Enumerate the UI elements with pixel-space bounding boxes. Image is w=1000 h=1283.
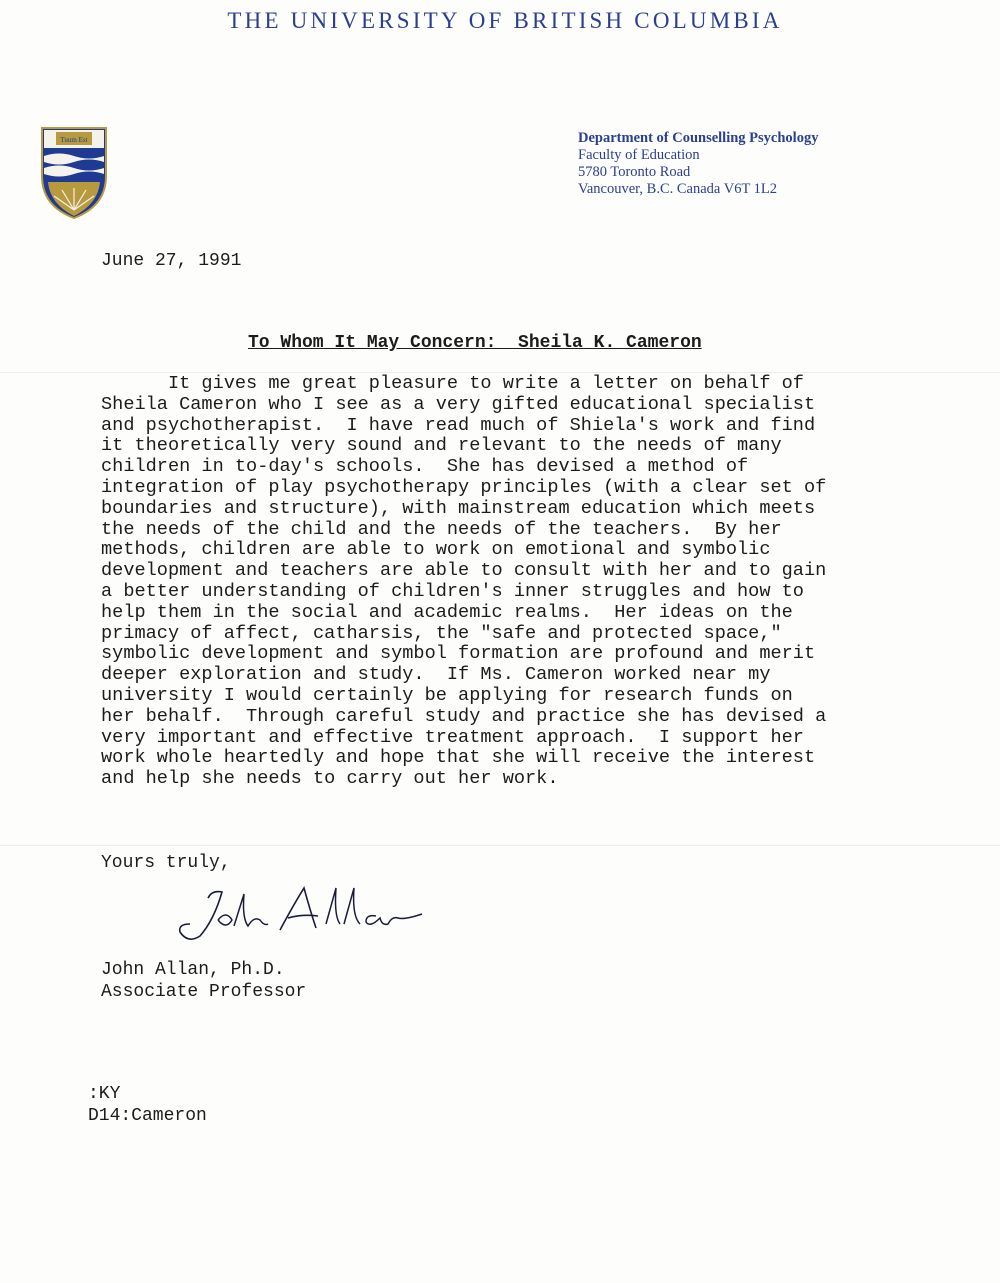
letter-subject: To Whom It May Concern: Sheila K. Cameron — [248, 333, 702, 353]
body-line: a better understanding of children's inner struggles and how to — [101, 580, 804, 602]
letter-closing: Yours truly, — [101, 853, 231, 873]
letter-date: June 27, 1991 — [101, 251, 242, 271]
body-line: children in to-day's schools. She has devised a method of — [101, 456, 749, 478]
crest-motto: Tuum Est — [60, 136, 88, 144]
body-line: It gives me great pleasure to write a letter on behalf of — [101, 373, 804, 394]
reference-block — [88, 1083, 207, 1127]
city-address: Vancouver, B.C. Canada V6T 1L2 — [578, 181, 778, 197]
ubc-crest-icon — [38, 124, 110, 220]
body-line: the needs of the child and the needs of the teachers. By her — [101, 518, 782, 540]
letter-body — [101, 374, 961, 790]
body-line: integration of play psychotherapy principles (with a clear set of — [101, 476, 827, 498]
body-line: methods, children are able to work on emotional and symbolic — [101, 539, 771, 561]
university-name: THE UNIVERSITY OF BRITISH COLUMBIA — [227, 8, 783, 33]
body-line: Sheila Cameron who I see as a very gifted educational specialist — [101, 393, 816, 415]
department-name: Department of Counselling Psychology — [578, 130, 819, 146]
body-line: and psychotherapist. I have read much of Shiela's work and find — [101, 414, 816, 436]
body-line: it theoretically very sound and relevant to the needs of many — [101, 435, 782, 457]
signer-title: Associate Professor — [101, 982, 307, 1002]
faculty-name: Faculty of Education — [578, 147, 700, 163]
body-line: boundaries and structure), with mainstream education which meets — [101, 497, 816, 519]
body-line: development and teachers are able to consult with her and to gain — [101, 560, 827, 582]
body-line: work whole heartedly and hope that she will receive the interest — [101, 747, 816, 769]
file-reference: D14:Cameron — [88, 1106, 207, 1126]
body-line: her behalf. Through careful study and practice she has devised a — [101, 705, 827, 727]
department-address — [578, 130, 818, 198]
body-line: deeper exploration and study. If Ms. Cameron worked near my — [101, 664, 771, 686]
typist-initials: :KY — [88, 1084, 121, 1104]
body-line: symbolic development and symbol formation are profound and merit — [101, 643, 816, 665]
body-line: and help she needs to carry out her work. — [101, 768, 559, 790]
body-line: primacy of affect, catharsis, the "safe and protected space," — [101, 622, 782, 644]
body-line: university I would certainly be applying for research funds on — [101, 684, 793, 706]
signer-name: John Allan, Ph.D. — [101, 960, 285, 980]
body-line: very important and effective treatment approach. I support her — [101, 726, 804, 748]
street-address: 5780 Toronto Road — [578, 164, 691, 180]
handwritten-signature — [170, 880, 430, 950]
body-line: help them in the social and academic realms. Her ideas on the — [101, 601, 793, 623]
fold-line — [0, 845, 1000, 846]
signer-block — [101, 959, 306, 1003]
